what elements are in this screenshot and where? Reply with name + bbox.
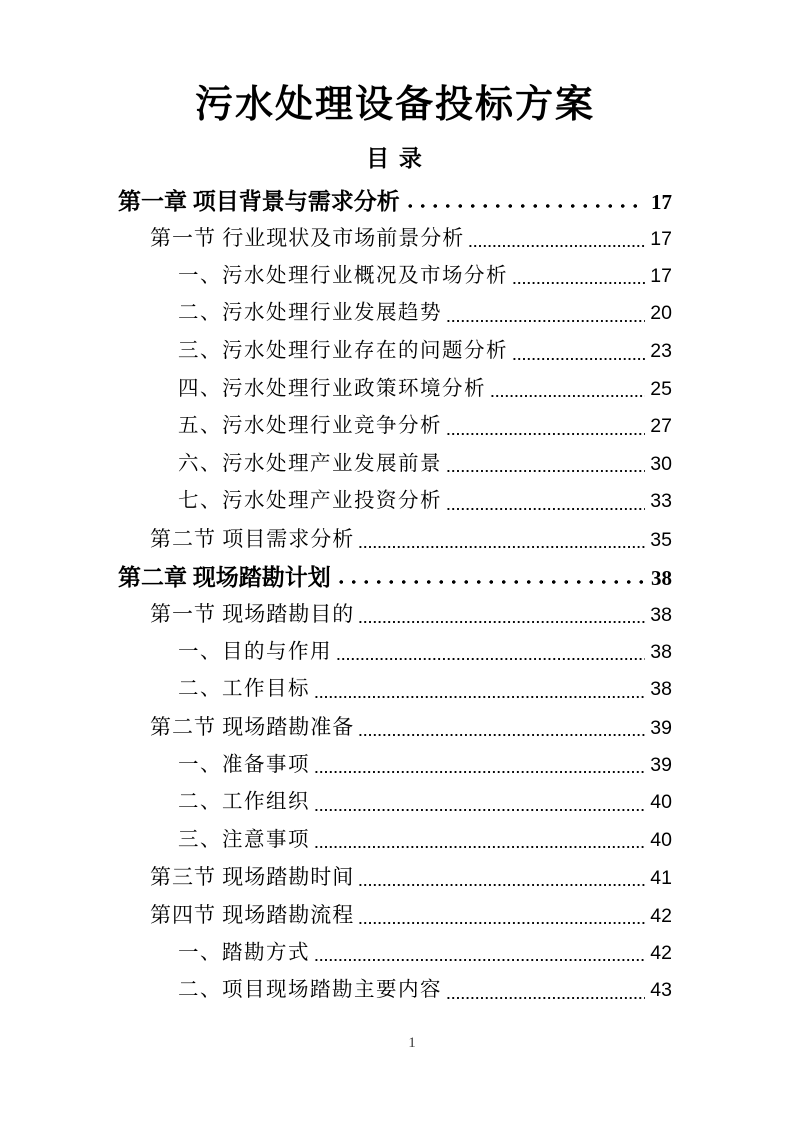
toc-entry-page: 40 — [650, 791, 672, 814]
toc-entry-item — [118, 333, 672, 371]
dot-leader — [314, 822, 645, 860]
dot-leader — [314, 747, 645, 785]
toc-entry-item — [118, 784, 672, 822]
toc-entry-label: 一、目的与作用 — [178, 640, 332, 663]
toc-entry-page: 42 — [650, 904, 672, 927]
toc-entry-item — [118, 371, 672, 409]
toc-entry-label: 第二节 项目需求分析 — [150, 527, 355, 552]
toc-entry-page: 42 — [650, 941, 672, 964]
toc-entry-item — [118, 671, 672, 709]
toc-entry-page: 27 — [650, 415, 672, 438]
toc-entry-label: 第二节 现场踏勘准备 — [150, 715, 355, 739]
dot-leader — [446, 446, 645, 484]
toc-entry-label: 二、工作目标 — [178, 678, 310, 701]
dot-leader — [358, 897, 645, 935]
document-title: 污水处理设备投标方案 — [194, 84, 595, 126]
toc-entry-section — [118, 859, 672, 897]
toc-entry-section — [118, 897, 672, 935]
toc-entry-label: 三、注意事项 — [178, 828, 310, 851]
page-number: 1 — [408, 1035, 416, 1051]
toc-entry-label: 四、污水处理行业政策环境分析 — [178, 377, 486, 400]
toc-entry-section — [118, 709, 672, 747]
dot-leader — [446, 408, 645, 446]
toc-entry-section — [118, 521, 672, 559]
dot-leader — [314, 935, 645, 973]
toc-entry-label: 第二章 现场踏勘计划 — [118, 564, 331, 590]
toc-entry-label: 第一节 行业现状及市场前景分析 — [150, 226, 465, 251]
toc-entry-page: 38 — [651, 565, 672, 590]
dot-leader — [446, 483, 645, 521]
toc-entry-label: 第一节 现场踏勘目的 — [150, 602, 355, 627]
dot-leader — [446, 295, 645, 333]
dot-leader — [335, 559, 646, 597]
toc-entry-item — [118, 972, 672, 1010]
toc-entry-label: 五、污水处理行业竞争分析 — [178, 415, 442, 438]
dot-leader — [314, 784, 645, 822]
dot-leader — [490, 371, 645, 409]
toc-entry-item — [118, 446, 672, 484]
toc-entry-label: 七、污水处理产业投资分析 — [178, 490, 442, 513]
toc-entry-page: 38 — [650, 604, 672, 627]
dot-leader — [336, 634, 645, 672]
toc-entry-item — [118, 747, 672, 785]
dot-leader — [358, 709, 645, 747]
toc-entry-label: 一、污水处理行业概况及市场分析 — [178, 264, 508, 287]
toc-entry-label: 二、污水处理行业发展趋势 — [178, 302, 442, 325]
toc-entry-item — [118, 483, 672, 521]
toc-entry-page: 38 — [650, 678, 672, 701]
dot-leader — [358, 521, 645, 559]
toc-entry-chapter — [118, 559, 672, 597]
toc-entry-page: 43 — [650, 979, 672, 1002]
toc-entry-page: 39 — [650, 717, 672, 739]
toc-entry-label: 六、污水处理产业发展前景 — [178, 452, 442, 475]
toc-entry-page: 38 — [650, 640, 672, 663]
toc-entry-page: 39 — [650, 753, 672, 776]
toc-entry-item — [118, 935, 672, 973]
toc-entry-item — [118, 295, 672, 333]
toc-entry-section — [118, 220, 672, 258]
toc-entry-page: 20 — [650, 302, 672, 325]
dot-leader — [468, 220, 645, 258]
toc-entry-label: 第三节 现场踏勘时间 — [150, 865, 355, 890]
toc-entry-chapter — [118, 183, 672, 221]
dot-leader — [358, 596, 645, 634]
toc-entry-item — [118, 634, 672, 672]
dot-leader — [314, 671, 645, 709]
dot-leader — [358, 859, 645, 897]
toc-entry-page: 40 — [650, 828, 672, 851]
toc-entry-page: 41 — [650, 867, 672, 890]
toc-entry-item — [118, 408, 672, 446]
toc-entry-page: 17 — [650, 264, 672, 287]
toc-entry-label: 三、污水处理行业存在的问题分析 — [178, 340, 508, 363]
toc-entry-label: 一、踏勘方式 — [178, 941, 310, 964]
toc-entry-label: 第四节 现场踏勘流程 — [150, 902, 355, 927]
toc-entry-item — [118, 258, 672, 296]
dot-leader — [446, 972, 645, 1010]
toc-entry-label: 第一章 项目背景与需求分析 — [118, 188, 400, 214]
toc-list — [118, 183, 672, 1010]
toc-heading: 目 录 — [366, 145, 424, 171]
toc-entry-item — [118, 822, 672, 860]
toc-entry-page: 30 — [650, 452, 672, 475]
toc-entry-page: 17 — [650, 228, 672, 251]
toc-entry-page: 35 — [650, 529, 672, 552]
toc-entry-page: 25 — [650, 377, 672, 400]
toc-entry-page: 33 — [650, 490, 672, 513]
toc-entry-label: 一、准备事项 — [178, 753, 310, 776]
dot-leader — [512, 333, 645, 371]
toc-entry-section — [118, 596, 672, 634]
toc-entry-page: 17 — [651, 189, 672, 214]
dot-leader — [512, 258, 645, 296]
toc-entry-label: 二、工作组织 — [178, 791, 310, 814]
toc-entry-label: 二、项目现场踏勘主要内容 — [178, 979, 442, 1002]
toc-entry-page: 23 — [650, 340, 672, 363]
dot-leader — [404, 183, 646, 221]
